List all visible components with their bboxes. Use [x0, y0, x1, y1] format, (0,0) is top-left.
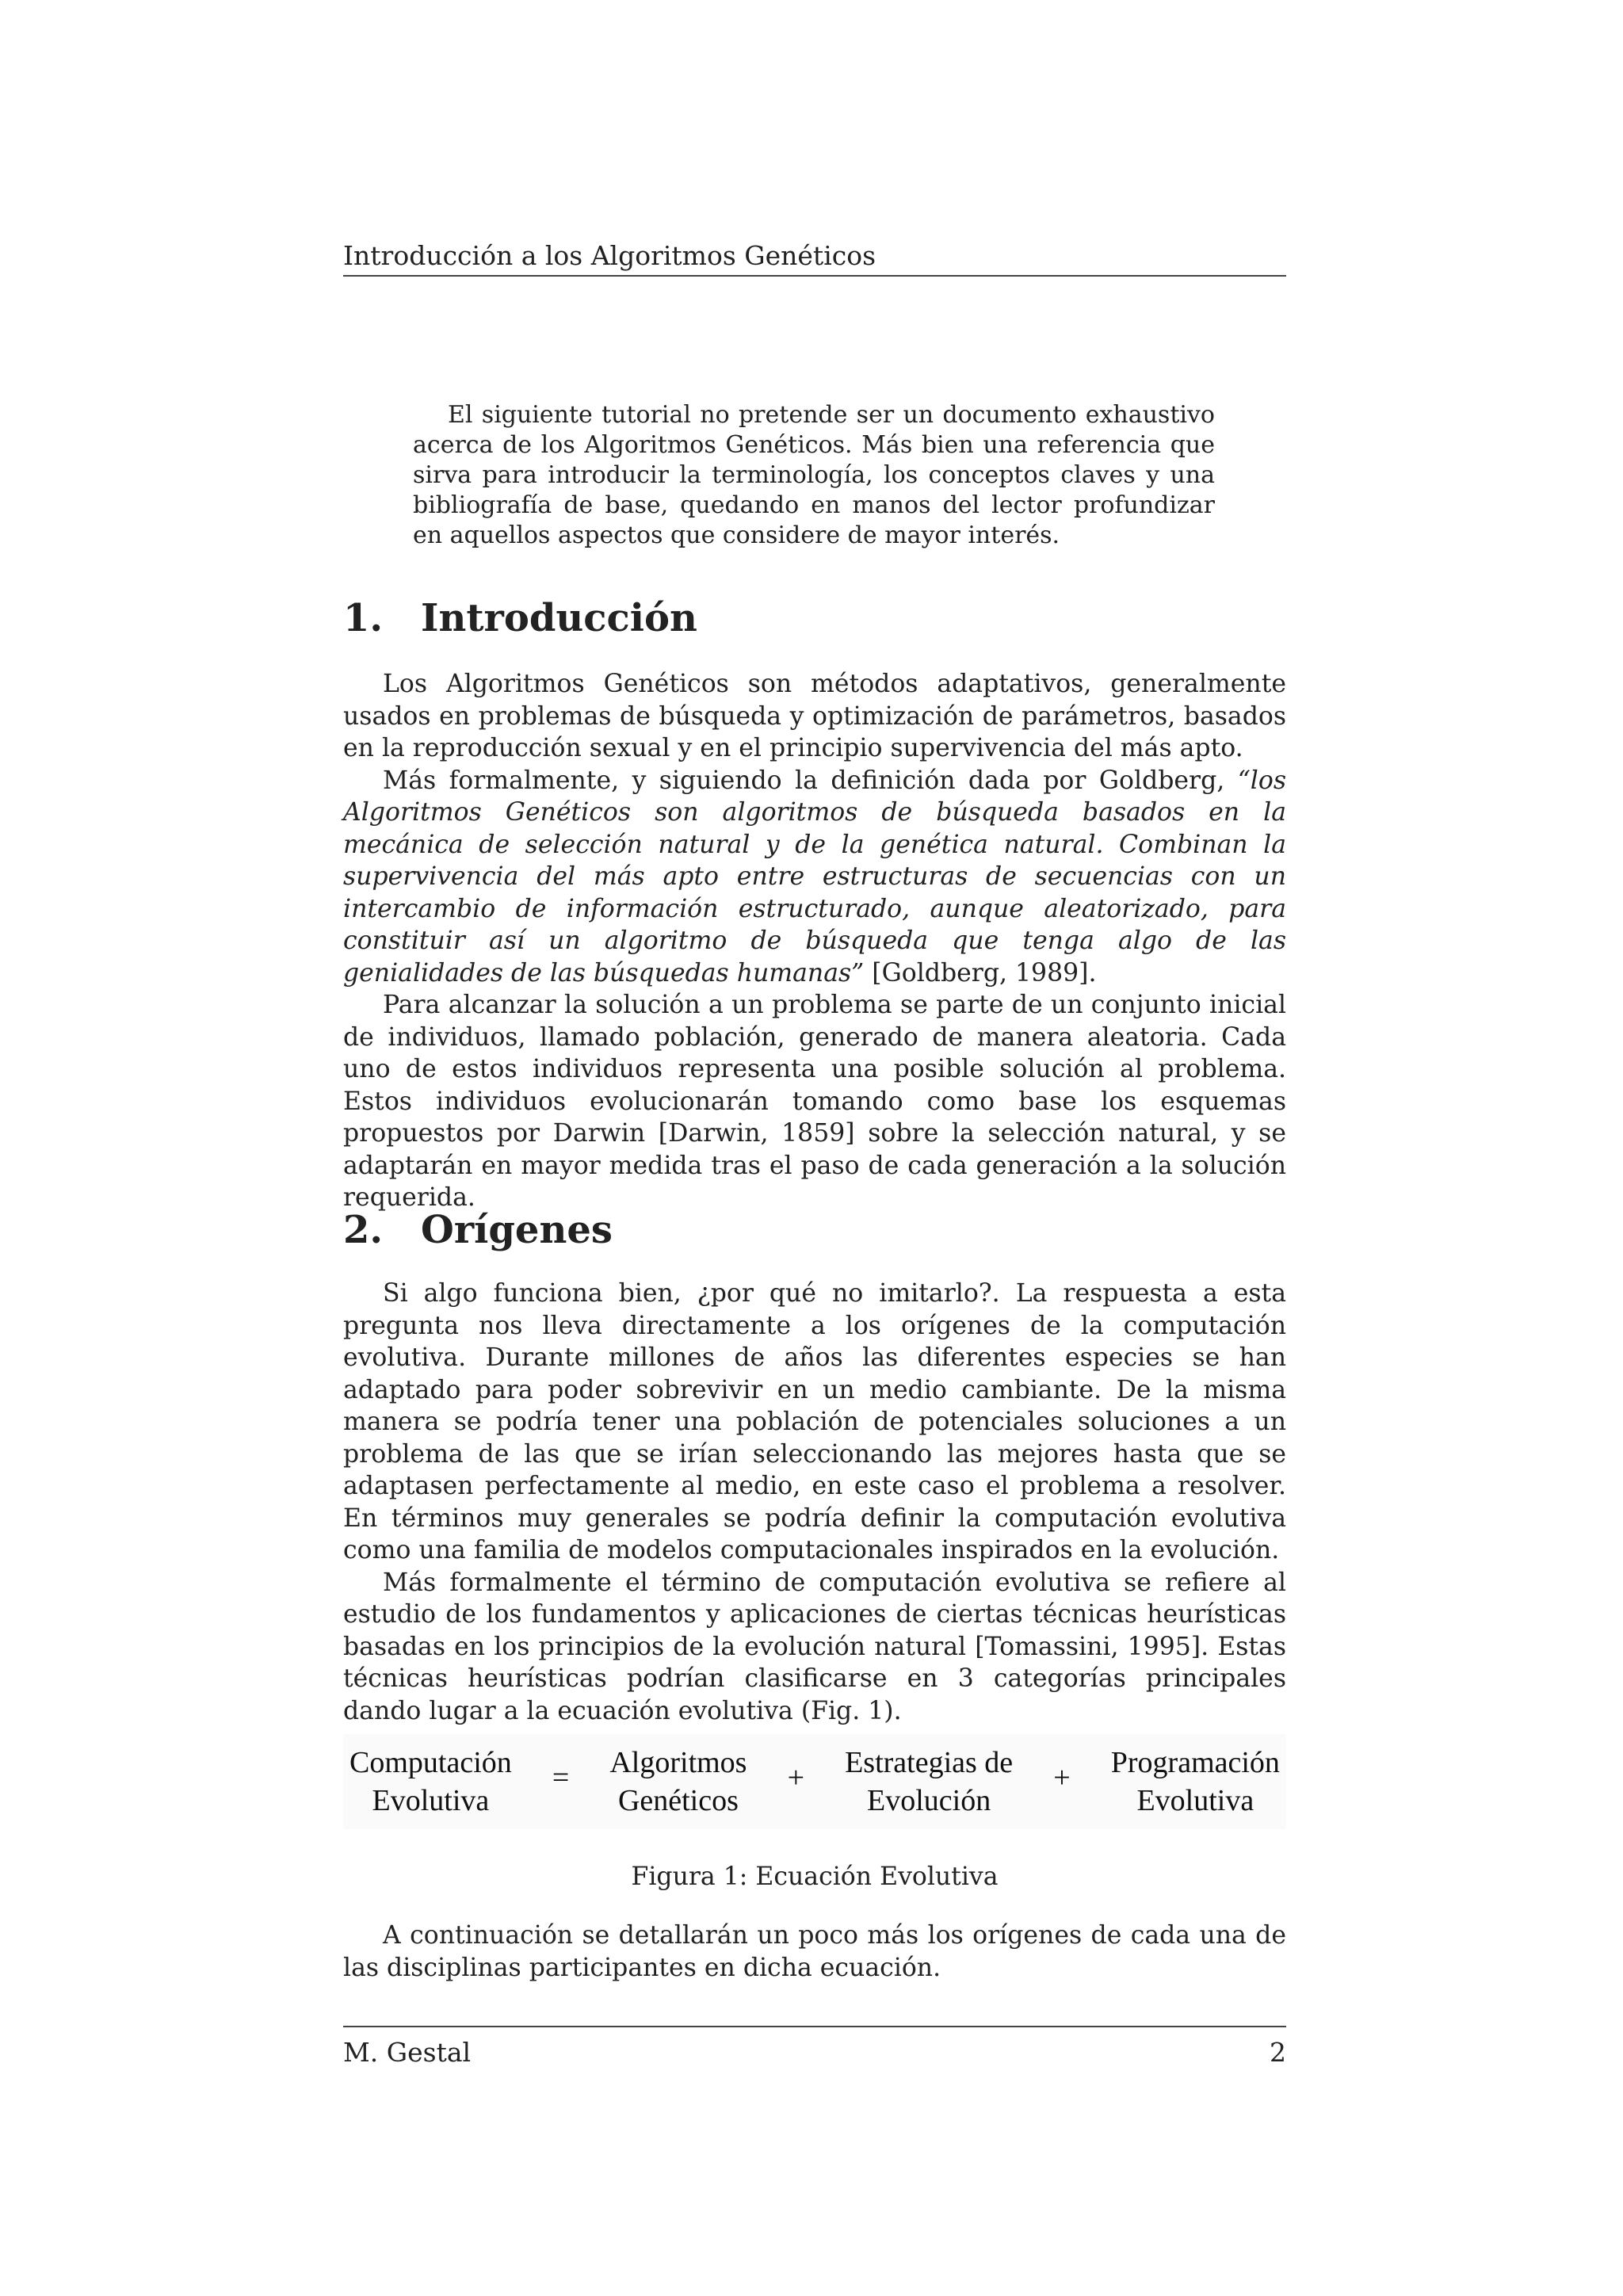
running-header: Introducción a los Algoritmos Genéticos: [343, 240, 1286, 277]
abstract-text: El siguiente tutorial no pretende ser un documento exhaustivo acerca de los Algoritmos Genéticos. Más bien una referencia que sirva para introducir la terminología, los conceptos claves y una bibliografía de base, quedando en manos del lector profundizar en aquellos aspectos que considere de mayor interés.: [413, 401, 1215, 549]
section-heading-introduccion: [343, 596, 1286, 640]
paragraph: Los Algoritmos Genéticos son métodos adaptativos, generalmente usados en problemas de búsqueda y optimización de parámetros, basados en la reproducción sexual y en el principio supervivencia del más apto.: [343, 670, 1286, 762]
figure-operator-plus: +: [1053, 1761, 1071, 1794]
figure-operator-equals: =: [552, 1761, 570, 1794]
section-number: 1.: [343, 596, 384, 640]
page-footer: [343, 2026, 1286, 2069]
figure-term-line: Algoritmos: [609, 1746, 747, 1779]
paragraph: Más formalmente el término de computación evolutiva se refiere al estudio de los fundamentos y aplicaciones de ciertas técnicas heurísticas basadas en los principios de la evolución natural [Tomassini, 1995]. Estas técnicas heurísticas podrían clasificarse en 3 categorías principales dando lugar a la ecuación evolutiva (Fig. 1).: [343, 1568, 1286, 1725]
section-body-introduccion: [343, 668, 1286, 1214]
section-body-origenes-continued: [343, 1920, 1286, 1984]
section-number: 2.: [343, 1208, 384, 1252]
figure-term-line: Evolutiva: [1136, 1784, 1254, 1817]
paragraph: A continuación se detallarán un poco más los orígenes de cada una de las disciplinas participantes en dicha ecuación.: [343, 1921, 1286, 1982]
figure-term-computacion-evolutiva: [349, 1744, 512, 1820]
goldberg-quote: “los Algoritmos Genéticos son algoritmos de búsqueda basados en la mecánica de selección natural y de la genética natural. Combinan la supervivencia del más apto entre estructuras de secuencias con un intercambio de información estructurado, aunque aleatorizado, para constituir así un algoritmo de búsqueda que tenga algo de las genialidades de las búsquedas humanas”: [343, 766, 1286, 988]
figure-operator-plus: +: [787, 1761, 804, 1794]
section-heading-origenes: [343, 1208, 1286, 1252]
figure-term-algoritmos-geneticos: [609, 1744, 747, 1820]
figure-term-line: Programación: [1110, 1746, 1280, 1779]
section-title: Introducción: [421, 596, 697, 640]
figure-term-line: Genéticos: [617, 1784, 739, 1817]
page-number: 2: [1270, 2037, 1286, 2068]
figure-term-estrategias-evolucion: [845, 1744, 1013, 1820]
figure-term-programacion-evolutiva: [1111, 1744, 1280, 1820]
figure-term-line: Computación: [349, 1746, 512, 1779]
footer-author: M. Gestal: [343, 2037, 472, 2068]
evolutionary-equation-figure: [343, 1734, 1286, 1829]
citation: [Goldberg, 1989].: [864, 958, 1097, 988]
section-body-origenes: [343, 1278, 1286, 1727]
quote-lead: Más formalmente, y siguiendo la definición dada por Goldberg,: [383, 766, 1238, 795]
figure-term-line: Estrategias de: [845, 1746, 1014, 1779]
paragraph: Si algo funciona bien, ¿por qué no imitarlo?. La respuesta a esta pregunta nos lleva directamente a los orígenes de la computación evolutiva. Durante millones de años las diferentes especies se han adaptado para poder sobrevivir en un medio cambiante. De la misma manera se podría tener una población de potenciales soluciones a un problema de las que se irían seleccionando las mejores hasta que se adaptasen perfectamente al medio, en este caso el problema a resolver. En términos muy generales se podría definir la computación evolutiva como una familia de modelos computacionales inspirados en la evolución.: [343, 1279, 1286, 1564]
figure-term-line: Evolutiva: [372, 1784, 490, 1817]
figure-term-line: Evolución: [867, 1784, 991, 1817]
abstract: [413, 400, 1215, 551]
figure-caption: Figura 1: Ecuación Evolutiva: [631, 1862, 999, 1891]
paragraph: Para alcanzar la solución a un problema se parte de un conjunto inicial de individuos, llamado población, generado de manera aleatoria. Cada uno de estos individuos representa una posible solución al problema. Estos individuos evolucionarán tomando como base los esquemas propuestos por Darwin [Darwin, 1859] sobre la selección natural, y se adaptarán en mayor medida tras el paso de cada generación a la solución requerida.: [343, 991, 1286, 1212]
section-title: Orígenes: [421, 1208, 613, 1252]
quote-paragraph: [343, 765, 1286, 990]
